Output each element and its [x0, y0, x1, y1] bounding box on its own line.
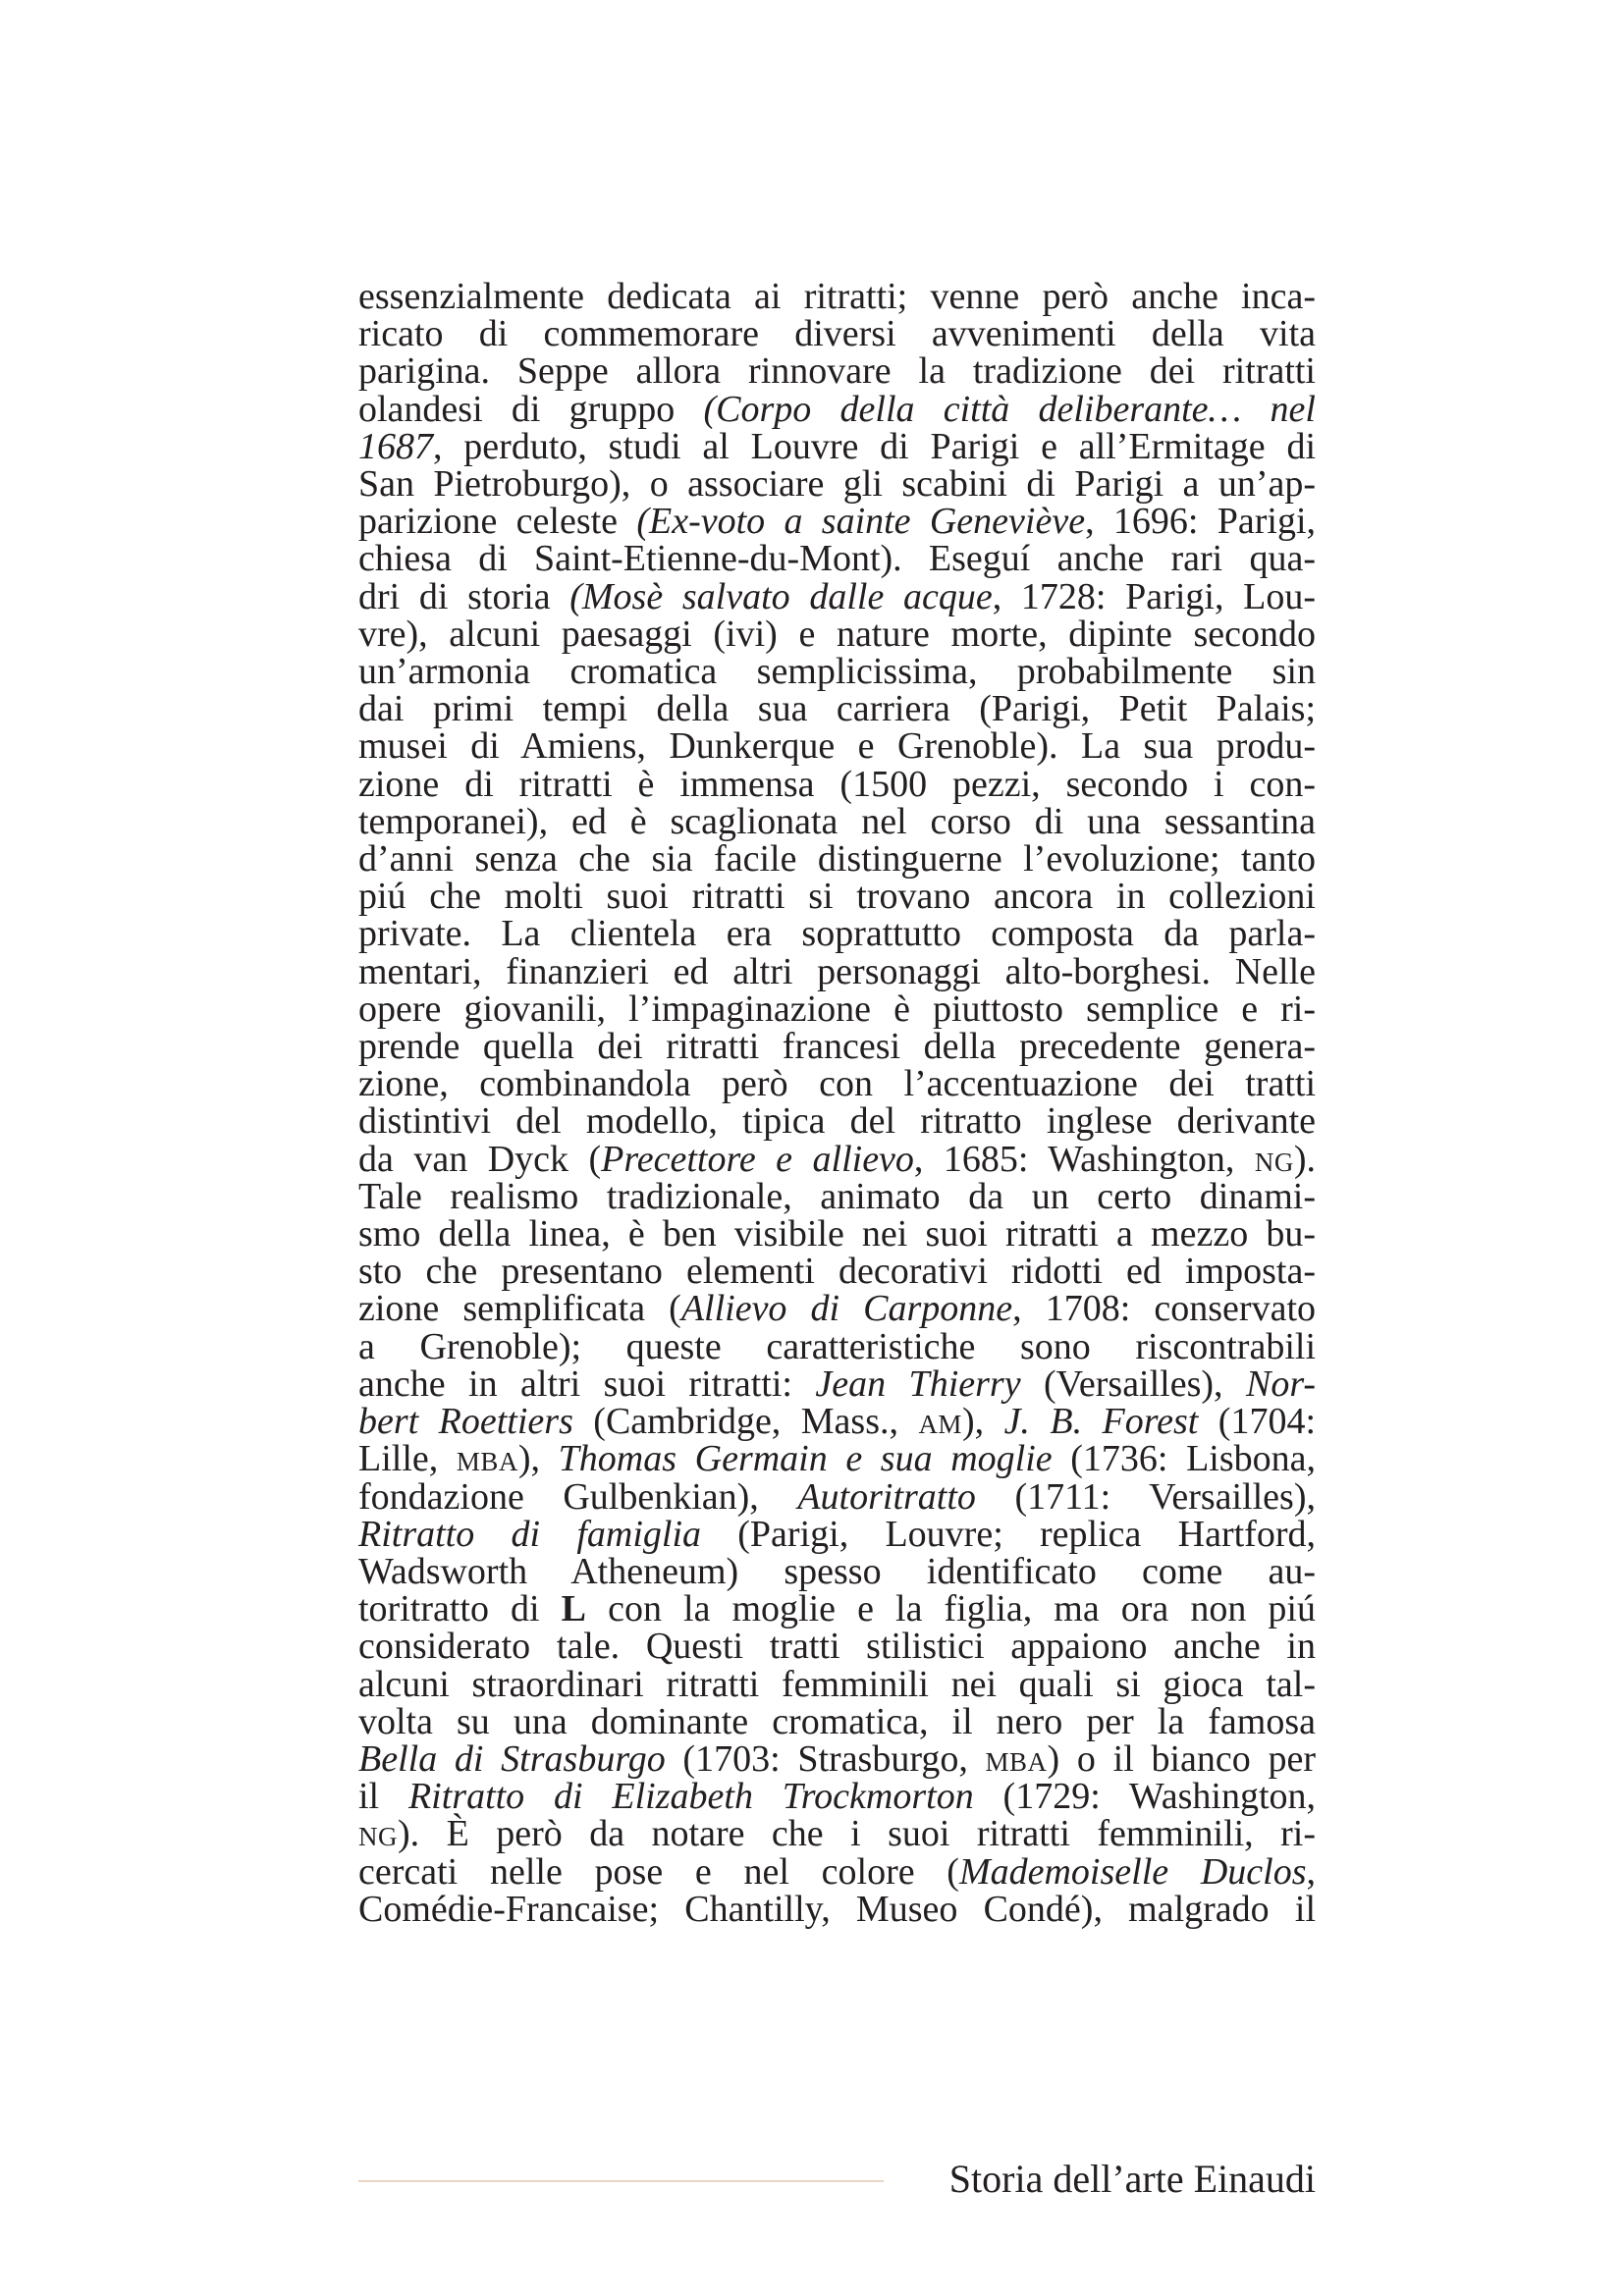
text-segment: cercati nelle pose e nel colore (	[358, 1850, 959, 1893]
italic-text: (Mosè salvato dalle acque	[569, 575, 993, 617]
text-line	[358, 388, 1316, 430]
text-segment: ,	[1306, 1850, 1317, 1893]
text-line	[358, 463, 1316, 506]
text-segment: con la moglie e la figlia, ma ora non piú	[586, 1588, 1316, 1630]
italic-text: Precettore e allievo	[601, 1138, 914, 1180]
text-segment: (Cambridge, Mass.,	[572, 1401, 919, 1443]
text-segment: fondazione Gulbenkian),	[358, 1475, 798, 1518]
text-segment: Wadsworth Atheneum) spesso identificato come au-	[358, 1550, 1316, 1592]
text-segment: (1703: Strasburgo,	[665, 1737, 986, 1780]
small-caps-text: ng	[1254, 1138, 1294, 1180]
italic-text: Mademoiselle Duclos	[958, 1850, 1307, 1893]
text-segment: parizione celeste	[358, 501, 637, 543]
text-line	[358, 1513, 1316, 1555]
text-line	[358, 876, 1316, 918]
text-segment: temporanei), ed è scaglionata nel corso di una sessantina	[358, 800, 1316, 842]
text-segment: alcuni straordinari ritratti femminili nei quali si gioca tal-	[358, 1663, 1316, 1705]
text-segment: un’armonia cromatica semplicissima, probabilmente sin	[358, 651, 1316, 693]
text-segment: opere giovanili, l’impaginazione è piuttosto semplice e ri-	[358, 988, 1316, 1030]
text-segment: dri di storia	[358, 575, 570, 617]
text-line	[358, 1663, 1316, 1705]
footer-rule	[358, 2180, 884, 2182]
text-segment: essenzialmente dedicata ai ritratti; venne però anche inca-	[358, 276, 1316, 317]
text-line	[358, 1063, 1316, 1105]
text-line	[358, 1100, 1316, 1143]
text-line	[358, 1288, 1316, 1330]
text-segment: da van Dyck (	[358, 1138, 602, 1180]
small-caps-text: mba	[985, 1737, 1048, 1780]
italic-text: (Ex-voto a sainte Geneviève	[636, 501, 1086, 543]
text-segment: dai primi tempi della sua carriera (Parigi, Petit Palais;	[358, 688, 1316, 730]
italic-text: (Corpo della città deliberante… nel	[703, 388, 1316, 430]
text-line	[358, 1888, 1316, 1930]
text-segment: prende quella dei ritratti francesi della precedente genera-	[358, 1026, 1316, 1068]
text-line	[358, 1401, 1317, 1443]
text-segment: (Parigi, Louvre; replica Hartford,	[701, 1513, 1316, 1555]
text-line	[358, 1215, 1316, 1253]
text-segment: d’anni senza che sia facile distinguerne l’evoluzione; tanto	[358, 838, 1316, 881]
text-segment: (1711: Versailles),	[975, 1475, 1316, 1518]
text-line	[358, 1475, 1316, 1518]
text-segment: piú che molti suoi ritratti si trovano ancora in collezioni	[358, 876, 1316, 918]
text-line	[358, 1362, 1317, 1405]
text-line	[358, 1700, 1316, 1742]
text-segment: , perduto, studi al Louvre di Parigi e all’Ermitage di	[433, 425, 1316, 467]
text-line	[358, 1325, 1316, 1367]
text-segment: anche in altri suoi ritratti:	[358, 1362, 816, 1405]
text-segment: zione, combinandola però con l’accentuazione dei tratti	[358, 1063, 1316, 1105]
text-line	[358, 1850, 1317, 1893]
text-segment: il	[358, 1776, 408, 1818]
text-segment: vre), alcuni paesaggi (ivi) e nature morte, dipinte secondo	[358, 613, 1316, 655]
footer-title: Storia dell’arte Einaudi	[948, 2157, 1316, 2201]
italic-text: 1687	[358, 425, 433, 467]
text-segment: , 1728: Parigi, Lou-	[992, 575, 1316, 617]
text-line	[358, 1550, 1316, 1592]
text-segment: mentari, finanzieri ed altri personaggi alto-borghesi. Nelle	[358, 950, 1316, 992]
text-line	[358, 615, 1316, 653]
text-line	[358, 1138, 1316, 1180]
text-segment: San Pietroburgo), o associare gli scabini di Parigi a un’ap-	[358, 463, 1316, 506]
text-line	[358, 350, 1316, 393]
italic-text: J. B. Forest	[1003, 1401, 1199, 1443]
text-segment: olandesi di gruppo	[358, 388, 704, 430]
text-segment: (1729: Washington,	[973, 1776, 1316, 1818]
text-segment: chiesa di Saint-Etienne-du-Mont). Eseguí anche rari qua-	[358, 538, 1316, 580]
text-segment: (Versailles),	[1020, 1362, 1246, 1405]
text-line	[358, 688, 1316, 730]
text-segment: distintivi del modello, tipica del ritratto inglese derivante	[358, 1100, 1316, 1143]
italic-text: Ritratto di Elizabeth Trockmorton	[407, 1776, 974, 1818]
text-segment: Comédie-Francaise; Chantilly, Museo Condé), malgrado il	[358, 1888, 1316, 1930]
small-caps-text: mba	[456, 1438, 518, 1480]
text-line	[358, 1438, 1316, 1480]
text-segment: considerato tale. Questi tratti stilistici appaiono anche in	[358, 1626, 1316, 1668]
italic-text: Jean Thierry	[815, 1362, 1021, 1405]
text-segment: ricato di commemorare diversi avvenimenti della vita	[358, 313, 1316, 355]
text-segment: zione di ritratti è immensa (1500 pezzi, secondo i con-	[358, 763, 1316, 805]
text-segment: a Grenoble); queste caratteristiche sono riscontrabili	[358, 1325, 1316, 1367]
text-segment: ). È però da notare che i suoi ritratti femminili, ri-	[398, 1813, 1316, 1855]
text-segment: smo della linea, è ben visibile nei suoi ritratti a mezzo bu-	[358, 1213, 1316, 1255]
small-caps-text: am	[918, 1401, 962, 1443]
text-segment: ) o il bianco per	[1047, 1737, 1316, 1780]
text-line	[358, 501, 1317, 543]
text-segment: musei di Amiens, Dunkerque e Grenoble). La sua produ-	[358, 725, 1316, 768]
italic-text: Thomas Germain e sua moglie	[558, 1438, 1053, 1480]
text-segment: ),	[961, 1401, 1004, 1443]
text-segment: Tale realismo tradizionale, animato da un certo dinami-	[358, 1175, 1316, 1217]
text-line	[358, 913, 1316, 955]
text-segment: sto che presentano elementi decorativi ridotti ed imposta-	[358, 1251, 1316, 1293]
text-line	[358, 1626, 1316, 1668]
text-line	[358, 313, 1316, 355]
text-segment: ),	[517, 1438, 559, 1480]
text-line	[358, 1776, 1316, 1818]
text-line	[358, 1737, 1316, 1780]
text-segment: Lille,	[358, 1438, 457, 1480]
text-segment: private. La clientela era soprattutto composta da parla-	[358, 913, 1316, 955]
text-line	[358, 763, 1316, 805]
text-segment: parigina. Seppe allora rinnovare la tradizione dei ritratti	[358, 350, 1316, 393]
text-segment: zione semplificata (	[358, 1288, 681, 1330]
text-line	[358, 651, 1316, 693]
italic-text: Ritratto di famiglia	[358, 1513, 701, 1555]
text-line	[358, 1026, 1316, 1068]
text-line	[358, 800, 1316, 842]
text-segment: (1704:	[1198, 1401, 1317, 1443]
body-text	[358, 278, 1316, 1928]
text-line	[358, 575, 1316, 617]
text-segment: ).	[1293, 1138, 1316, 1180]
italic-text: Allievo di Carponne	[680, 1288, 1013, 1330]
text-line	[358, 725, 1316, 768]
text-line	[358, 1251, 1316, 1293]
bold-text: L	[561, 1588, 587, 1630]
text-line	[358, 278, 1316, 315]
text-segment: , 1696: Parigi,	[1085, 501, 1317, 543]
italic-text: Nor-	[1245, 1362, 1317, 1405]
text-line	[358, 838, 1316, 881]
text-line	[358, 1813, 1316, 1855]
text-line	[358, 990, 1316, 1028]
italic-text: Autoritratto	[797, 1475, 976, 1518]
text-line	[358, 950, 1316, 992]
text-line	[358, 538, 1316, 580]
small-caps-text: ng	[358, 1813, 398, 1855]
text-line	[358, 1590, 1316, 1628]
text-segment: toritratto di	[358, 1588, 562, 1630]
text-line	[358, 425, 1316, 467]
italic-text: Bella di Strasburgo	[358, 1737, 666, 1780]
text-segment: , 1708: conservato	[1012, 1288, 1316, 1330]
text-line	[358, 1175, 1316, 1217]
text-segment: , 1685: Washington,	[913, 1138, 1255, 1180]
italic-text: bert Roettiers	[358, 1401, 573, 1443]
text-segment: (1736: Lisbona,	[1052, 1438, 1316, 1480]
text-segment: volta su una dominante cromatica, il nero per la famosa	[358, 1700, 1316, 1742]
